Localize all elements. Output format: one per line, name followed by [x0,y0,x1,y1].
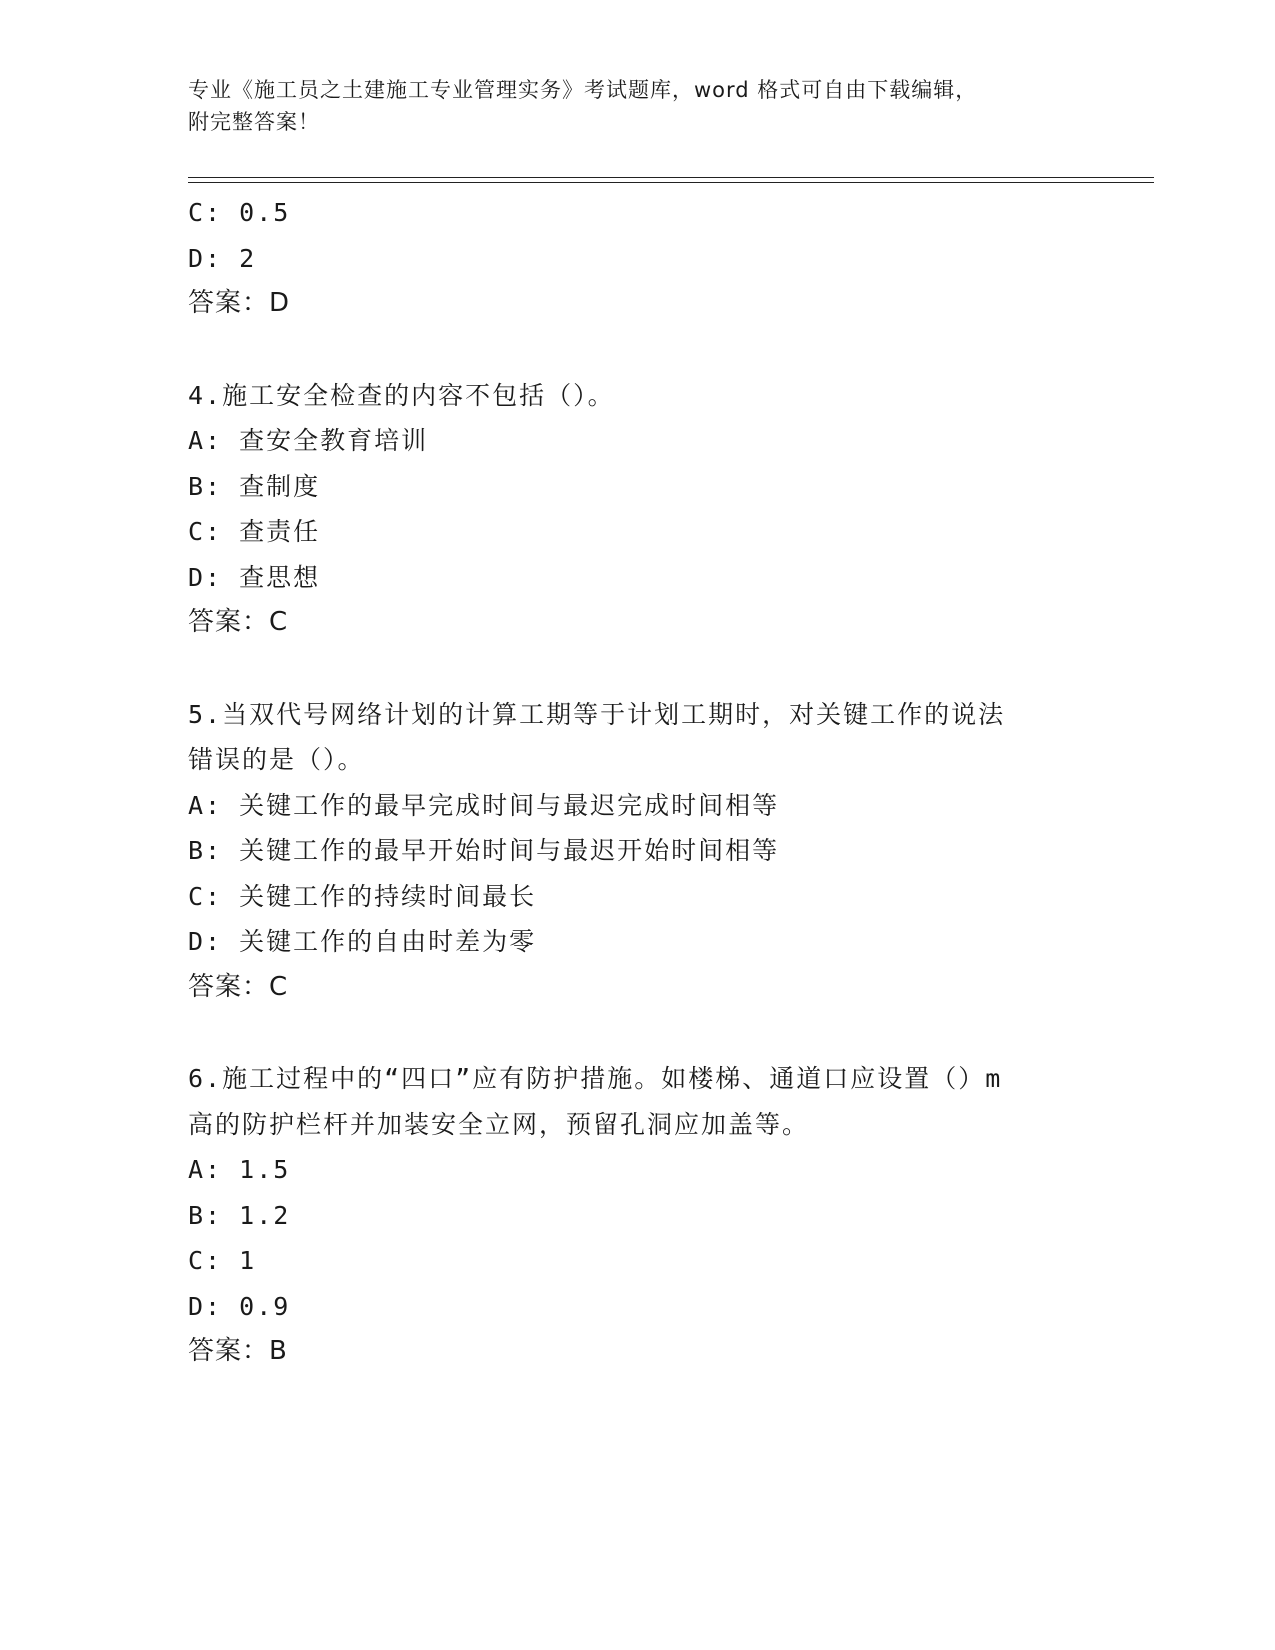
question-6 [188,1056,1088,1375]
question-4 [188,373,1088,646]
question-stem-line-2: 高的防护栏杆并加装安全立网，预留孔洞应加盖等。 [188,1109,810,1139]
header-line-2: 附完整答案！ [188,110,320,134]
answer-line: 答案：B [188,1336,288,1366]
spacer [188,1010,1088,1056]
option-c: C: 查责任 [188,517,321,546]
answer-line: 答案：D [188,288,291,318]
question-list [188,190,1088,1375]
header-line-1: 专业《施工员之土建施工专业管理实务》考试题库，word 格式可自由下载编辑， [188,78,978,102]
option-b: B: 1.2 [188,1200,291,1230]
spacer [188,327,1088,373]
question-stem-line-2: 错误的是（）。 [188,745,365,774]
option-a: A: 关键工作的最早完成时间与最迟完成时间相等 [188,790,780,820]
option-d: D: 2 [188,243,257,273]
question-stem: 4.施工安全检查的内容不包括（）。 [188,380,615,410]
option-b: B: 查制度 [188,471,321,501]
answer-line: 答案：C [188,971,289,1002]
option-d: D: 0.9 [188,1291,291,1321]
option-d: D: 查思想 [188,562,321,592]
answer-line: 答案：C [188,607,289,637]
option-a: A: 查安全教育培训 [188,426,429,455]
option-d: D: 关键工作的自由时差为零 [188,927,537,956]
question-stem-line-1: 5.当双代号网络计划的计算工期等于计划工期时，对关键工作的说法 [188,699,1006,729]
question-stem-line-1: 6.施工过程中的“四口”应有防护措施。如楼梯、通道口应设置（）m [188,1064,1003,1093]
header-divider-bottom [188,182,1154,183]
question-3-tail [188,190,1088,327]
question-5 [188,692,1088,1011]
option-c: C: 关键工作的持续时间最长 [188,881,537,911]
option-a: A: 1.5 [188,1155,291,1184]
option-c: C: 1 [188,1246,257,1275]
spacer [188,646,1088,692]
header-divider-top [188,177,1154,178]
document-header [188,74,1088,138]
option-b: B: 关键工作的最早开始时间与最迟开始时间相等 [188,836,780,865]
option-c: C: 0.5 [188,198,291,227]
